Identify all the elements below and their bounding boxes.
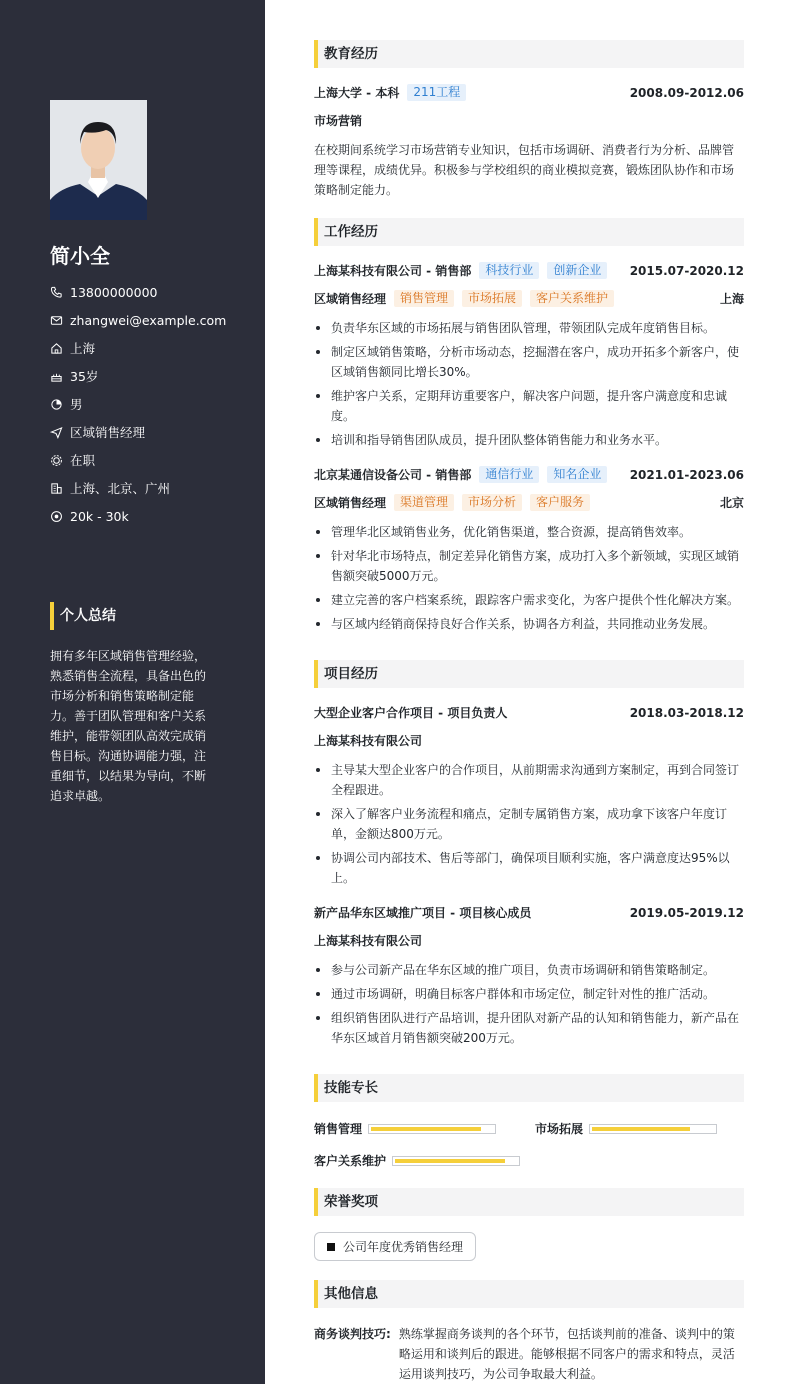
skill-item <box>314 1152 520 1169</box>
list-item: 组织销售团队进行产品培训，提升团队对新产品的认知和销售能力，新产品在华东区域首月销售额突破200万元。 <box>314 1008 744 1048</box>
education-desc: 在校期间系统学习市场营销专业知识，包括市场调研、消费者行为分析、品牌管理等课程，成绩优异。积极参与学校组织的商业模拟竞赛，锻炼团队协作和市场策略制定能力。 <box>314 143 735 197</box>
major-row <box>314 112 744 129</box>
info-salary <box>50 502 226 530</box>
phone-icon <box>50 286 63 299</box>
other-value: 熟练掌握商务谈判的各个环节，包括谈判前的准备、谈判中的策略运用和谈判后的跟进。能够根据不同客户的需求和特点，灵活运用谈判技巧，为公司争取最大利益。 <box>398 1327 735 1381</box>
profile-photo <box>50 100 147 220</box>
age-icon <box>50 370 63 383</box>
project-1-header <box>314 704 744 721</box>
home-icon <box>50 342 63 355</box>
info-phone <box>50 278 226 306</box>
info-age <box>50 362 226 390</box>
summary-title: 个人总结 <box>50 602 116 630</box>
skill-item <box>314 1120 496 1137</box>
job-1-role: 区域销售经理 <box>314 292 387 306</box>
job-1-header <box>314 262 744 279</box>
phone-text: 13800000000 <box>70 284 158 300</box>
skill-name: 市场拓展 <box>535 1122 584 1136</box>
gender-text: 男 <box>70 397 83 412</box>
job-2-company: 北京某通信设备公司 - 销售部 <box>314 468 472 482</box>
job-1-skill: 销售管理 <box>394 290 454 307</box>
status-text: 在职 <box>70 453 96 468</box>
sidebar <box>0 0 265 1384</box>
projects-heading: 项目经历 <box>314 660 744 688</box>
list-item: 通过市场调研，明确目标客户群体和市场定位，制定针对性的推广活动。 <box>314 984 744 1004</box>
other-key: 商务谈判技巧: <box>314 1327 391 1341</box>
project-2-header <box>314 904 744 921</box>
job-2-role-row <box>314 494 744 511</box>
list-item: 培训和指导销售团队成员，提升团队整体销售能力和业务水平。 <box>314 430 744 450</box>
project-2-company-row <box>314 932 744 949</box>
list-item: 制定区域销售策略，分析市场动态，挖掘潜在客户，成功开拓多个新客户，使区域销售额同比增长30%。 <box>314 342 744 382</box>
education-row <box>314 84 744 101</box>
info-location <box>50 334 226 362</box>
job-1-tag: 创新企业 <box>547 262 607 279</box>
list-item: 维护客户关系，定期拜访重要客户，解决客户问题，提升客户满意度和忠诚度。 <box>314 386 744 426</box>
profile-name: 简小全 <box>50 244 110 268</box>
job-2-skill: 客户服务 <box>530 494 590 511</box>
location-text: 上海 <box>70 341 96 356</box>
project-2-name: 新产品华东区域推广项目 - 项目核心成员 <box>314 906 532 920</box>
info-gender <box>50 390 226 418</box>
job-1-skill: 市场拓展 <box>462 290 522 307</box>
info-email <box>50 306 226 334</box>
skills-heading: 技能专长 <box>314 1074 744 1102</box>
work-heading: 工作经历 <box>314 218 744 246</box>
job-1-points <box>314 318 744 454</box>
building-icon <box>50 482 63 495</box>
list-item: 深入了解客户业务流程和痛点，定制专属销售方案，成功拿下该客户年度订单，金额达800万元。 <box>314 804 744 844</box>
project-1-points <box>314 760 744 892</box>
cities-text: 上海、北京、广州 <box>70 481 171 496</box>
mail-icon <box>50 314 63 327</box>
project-2-company: 上海某科技有限公司 <box>314 934 423 948</box>
summary-text: 拥有多年区域销售管理经验，熟悉销售全流程，具备出色的市场分析和销售策略制定能力。善于团队管理和客户关系维护，能带领团队高效完成销售目标。沟通协调能力强，注重细节，以结果为导向，不断追求卓越。 <box>50 649 207 803</box>
skill-fill <box>395 1159 505 1163</box>
project-1-company-row <box>314 732 744 749</box>
gender-icon <box>50 398 63 411</box>
job-2-date: 2021.01-2023.06 <box>629 467 744 482</box>
skill-fill <box>592 1127 690 1131</box>
list-item: 负责华东区域的市场拓展与销售团队管理，带领团队完成年度销售目标。 <box>314 318 744 338</box>
project-1-date: 2018.03-2018.12 <box>629 705 744 720</box>
list-item: 建立完善的客户档案系统，跟踪客户需求变化，为客户提供个性化解决方案。 <box>314 590 744 610</box>
square-icon <box>327 1243 335 1251</box>
project-2-date: 2019.05-2019.12 <box>629 905 744 920</box>
job-2-tag: 知名企业 <box>547 466 607 483</box>
skill-fill <box>371 1127 481 1131</box>
job-2-points <box>314 522 744 638</box>
job-1-role-row <box>314 290 744 307</box>
position-text: 区域销售经理 <box>70 425 146 440</box>
major: 市场营销 <box>314 114 363 128</box>
job-2-skill: 市场分析 <box>462 494 522 511</box>
project-1-company: 上海某科技有限公司 <box>314 734 423 748</box>
job-2-tag: 通信行业 <box>479 466 539 483</box>
job-1-tag: 科技行业 <box>479 262 539 279</box>
job-2-city: 北京 <box>719 496 744 510</box>
skill-bar <box>368 1124 496 1134</box>
project-1-name: 大型企业客户合作项目 - 项目负责人 <box>314 706 508 720</box>
job-1-city: 上海 <box>719 292 744 306</box>
salary-text: 20k - 30k <box>70 508 129 524</box>
info-cities <box>50 474 226 502</box>
job-1-date: 2015.07-2020.12 <box>629 263 744 278</box>
job-2-header <box>314 466 744 483</box>
skill-item <box>535 1120 717 1137</box>
award-text: 公司年度优秀销售经理 <box>343 1240 464 1254</box>
list-item: 针对华北市场特点，制定差异化销售方案，成功打入多个新领域，实现区域销售额突破5000万元。 <box>314 546 744 586</box>
other-info <box>314 1324 744 1384</box>
status-icon <box>50 454 63 467</box>
honors-heading: 荣誉奖项 <box>314 1188 744 1216</box>
skill-bar <box>589 1124 717 1134</box>
skill-name: 销售管理 <box>314 1122 363 1136</box>
education-date: 2008.09-2012.06 <box>629 85 744 100</box>
job-2-role: 区域销售经理 <box>314 496 387 510</box>
award-badge <box>314 1232 476 1261</box>
list-item: 与区域内经销商保持良好合作关系，协调各方利益，共同推动业务发展。 <box>314 614 744 634</box>
salary-icon <box>50 510 63 523</box>
info-position <box>50 418 226 446</box>
email-text: zhangwei@example.com <box>70 312 227 328</box>
job-1-company: 上海某科技有限公司 - 销售部 <box>314 264 472 278</box>
contact-info <box>50 278 226 530</box>
project-2-points <box>314 960 744 1052</box>
skill-name: 客户关系维护 <box>314 1154 387 1168</box>
education-heading: 教育经历 <box>314 40 744 68</box>
list-item: 协调公司内部技术、售后等部门，确保项目顺利实施，客户满意度达95%以上。 <box>314 848 744 888</box>
list-item: 主导某大型企业客户的合作项目，从前期需求沟通到方案制定，再到合同签订全程跟进。 <box>314 760 744 800</box>
job-1-skill: 客户关系维护 <box>530 290 614 307</box>
school-tag: 211工程 <box>407 84 466 101</box>
age-text: 35岁 <box>70 369 99 384</box>
skill-bar <box>392 1156 520 1166</box>
list-item: 参与公司新产品在华东区域的推广项目，负责市场调研和销售策略制定。 <box>314 960 744 980</box>
avatar <box>50 100 147 220</box>
school-name: 上海大学 - 本科 <box>314 86 400 100</box>
send-icon <box>50 426 63 439</box>
other-heading: 其他信息 <box>314 1280 744 1308</box>
list-item: 管理华北区域销售业务，优化销售渠道，整合资源，提高销售效率。 <box>314 522 744 542</box>
job-2-skill: 渠道管理 <box>394 494 454 511</box>
info-status <box>50 446 226 474</box>
